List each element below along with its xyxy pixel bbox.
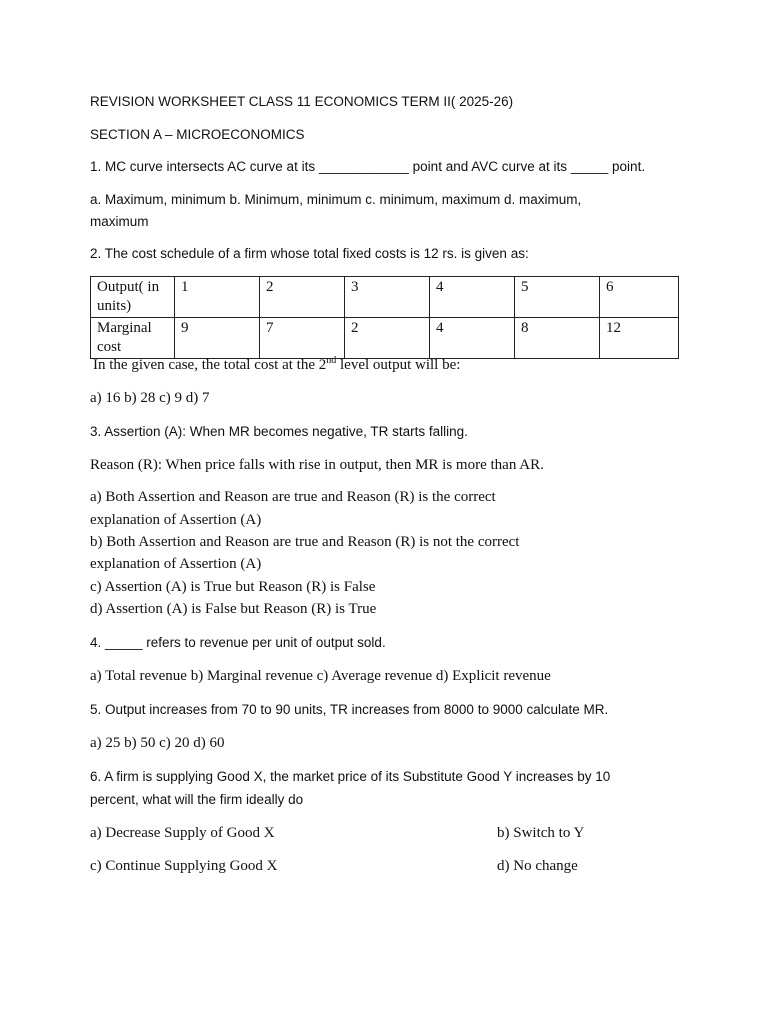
table-cell: 9 bbox=[175, 318, 260, 359]
question-3-option-d: d) Assertion (A) is False but Reason (R) is True bbox=[90, 601, 377, 617]
question-5-text: 5. Output increases from 70 to 90 units, TR increases from 8000 to 9000 calculate MR. bbox=[90, 702, 609, 717]
question-6-text: 6. A firm is supplying Good X, the market price of its Substitute Good Y increases by 10 bbox=[90, 769, 611, 784]
question-2-options: a) 16 b) 28 c) 9 d) 7 bbox=[90, 390, 210, 406]
question-3-assertion: 3. Assertion (A): When MR becomes negative, TR starts falling. bbox=[90, 424, 468, 439]
question-4-text: 4. _____ refers to revenue per unit of output sold. bbox=[90, 635, 386, 650]
table-cell: 1 bbox=[175, 277, 260, 318]
table-cell: 5 bbox=[515, 277, 600, 318]
question-3-option-b: b) Both Assertion and Reason are true and Reason (R) is not the correct bbox=[90, 534, 520, 550]
question-1-text: 1. MC curve intersects AC curve at its ____________ point and AVC curve at its _____ point. bbox=[90, 159, 646, 174]
table-row bbox=[91, 277, 679, 318]
question-2-text: 2. The cost schedule of a firm whose total fixed costs is 12 rs. is given as: bbox=[90, 246, 529, 261]
table-cell: 4 bbox=[430, 277, 515, 318]
table-cell: 3 bbox=[345, 277, 430, 318]
question-6-option-a: a) Decrease Supply of Good X bbox=[90, 825, 275, 841]
question-5-options: a) 25 b) 50 c) 20 d) 60 bbox=[90, 735, 225, 751]
table-row-header: Marginal cost bbox=[91, 318, 175, 359]
question-4-options: a) Total revenue b) Marginal revenue c) Average revenue d) Explicit revenue bbox=[90, 668, 551, 684]
question-3-option-c: c) Assertion (A) is True but Reason (R) is False bbox=[90, 579, 376, 595]
question-2-followup: In the given case, the total cost at the 2nd level output will be: bbox=[93, 355, 461, 373]
table-cell: 7 bbox=[260, 318, 345, 359]
question-1-options: a. Maximum, minimum b. Minimum, minimum c. minimum, maximum d. maximum, bbox=[90, 192, 582, 207]
question-3-option-a-cont: explanation of Assertion (A) bbox=[90, 512, 262, 528]
section-heading: SECTION A – MICROECONOMICS bbox=[90, 127, 305, 142]
question-6-text-cont: percent, what will the firm ideally do bbox=[90, 792, 304, 807]
question-6-option-b: b) Switch to Y bbox=[497, 825, 585, 841]
question-6-option-d: d) No change bbox=[497, 858, 578, 874]
table-cell: 12 bbox=[600, 318, 679, 359]
worksheet-title: REVISION WORKSHEET CLASS 11 ECONOMICS TERM II( 2025-26) bbox=[90, 94, 514, 109]
table-cell: 4 bbox=[430, 318, 515, 359]
table-row bbox=[91, 318, 679, 359]
question-3-reason: Reason (R): When price falls with rise in output, then MR is more than AR. bbox=[90, 457, 544, 473]
question-6-option-c: c) Continue Supplying Good X bbox=[90, 858, 278, 874]
question-3-option-a: a) Both Assertion and Reason are true and Reason (R) is the correct bbox=[90, 489, 496, 505]
table-cell: 2 bbox=[260, 277, 345, 318]
question-3-option-b-cont: explanation of Assertion (A) bbox=[90, 556, 262, 572]
table-row-header: Output( in units) bbox=[91, 277, 175, 318]
table-cell: 6 bbox=[600, 277, 679, 318]
cost-schedule-table bbox=[90, 276, 679, 359]
question-1-options-cont: maximum bbox=[90, 214, 149, 229]
table-cell: 2 bbox=[345, 318, 430, 359]
table-cell: 8 bbox=[515, 318, 600, 359]
